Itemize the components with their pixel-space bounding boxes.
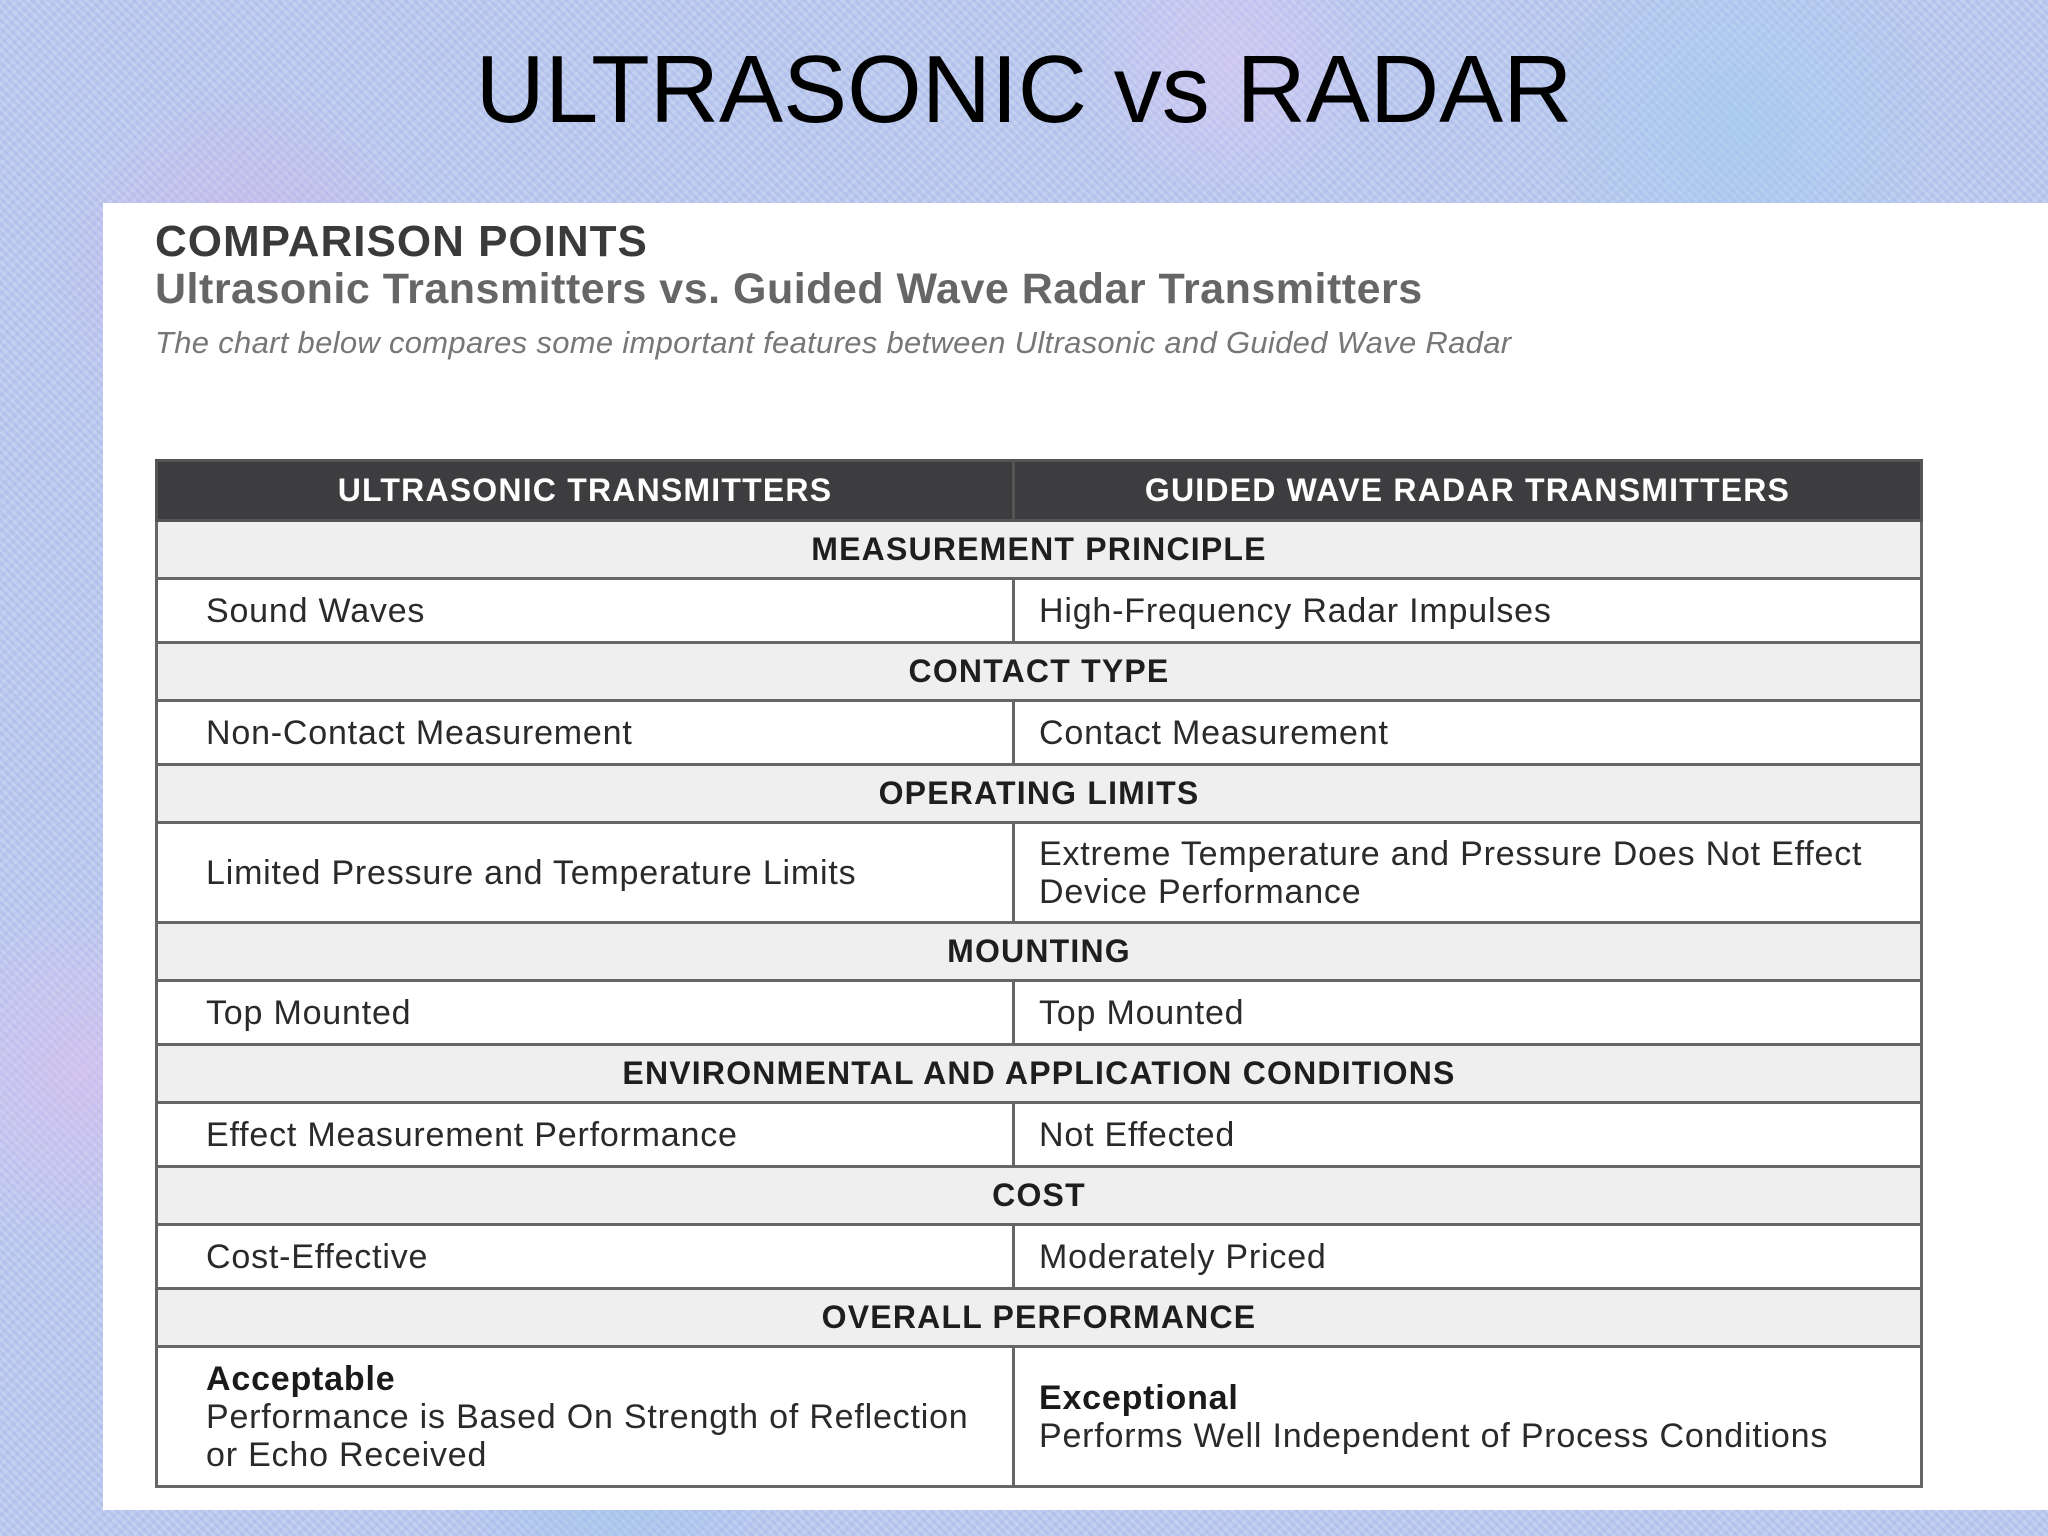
cell-ultrasonic: Effect Measurement Performance — [157, 1103, 1014, 1167]
rating-radar-detail: Performs Well Independent of Process Conditions — [1039, 1416, 1829, 1455]
section-title-measurement-principle: MEASUREMENT PRINCIPLE — [157, 521, 1922, 579]
rating-radar: Exceptional — [1039, 1378, 1239, 1417]
section-title-mounting: MOUNTING — [157, 923, 1922, 981]
section-title-overall-performance: OVERALL PERFORMANCE — [157, 1289, 1922, 1347]
section-row — [157, 643, 1922, 701]
section-row — [157, 521, 1922, 579]
cell-ultrasonic: Non-Contact Measurement — [157, 701, 1014, 765]
table-header-row — [157, 461, 1922, 521]
cell-radar: High-Frequency Radar Impulses — [1014, 579, 1922, 643]
cell-ultrasonic: Top Mounted — [157, 981, 1014, 1045]
cell-radar: Extreme Temperature and Pressure Does Not Effect Device Performance — [1014, 823, 1922, 923]
section-title-operating-limits: OPERATING LIMITS — [157, 765, 1922, 823]
rating-ultrasonic-detail: Performance is Based On Strength of Reflection or Echo Received — [206, 1397, 969, 1474]
cell-ultrasonic: Limited Pressure and Temperature Limits — [157, 823, 1014, 923]
cell-radar: Not Effected — [1014, 1103, 1922, 1167]
cell-ultrasonic — [157, 1347, 1014, 1487]
section-row — [157, 1045, 1922, 1103]
section-title-contact-type: CONTACT TYPE — [157, 643, 1922, 701]
document-heading: COMPARISON POINTS — [155, 217, 648, 266]
section-row — [157, 765, 1922, 823]
document-subheading: Ultrasonic Transmitters vs. Guided Wave Radar Transmitters — [155, 265, 1423, 313]
section-title-environmental-conditions: ENVIRONMENTAL AND APPLICATION CONDITIONS — [157, 1045, 1922, 1103]
table-row — [157, 701, 1922, 765]
section-row — [157, 1167, 1922, 1225]
table-row — [157, 1103, 1922, 1167]
header-ultrasonic: ULTRASONIC TRANSMITTERS — [157, 461, 1014, 521]
cell-radar: Moderately Priced — [1014, 1225, 1922, 1289]
header-radar: GUIDED WAVE RADAR TRANSMITTERS — [1014, 461, 1922, 521]
table-row — [157, 1225, 1922, 1289]
cell-ultrasonic: Sound Waves — [157, 579, 1014, 643]
cell-radar — [1014, 1347, 1922, 1487]
cell-radar: Top Mounted — [1014, 981, 1922, 1045]
cell-radar: Contact Measurement — [1014, 701, 1922, 765]
table-row — [157, 579, 1922, 643]
table-row — [157, 1347, 1922, 1487]
rating-ultrasonic: Acceptable — [206, 1359, 396, 1398]
cell-ultrasonic: Cost-Effective — [157, 1225, 1014, 1289]
table-row — [157, 823, 1922, 923]
comparison-document — [103, 203, 2048, 1510]
slide-title: ULTRASONIC vs RADAR — [475, 36, 1573, 143]
section-title-cost: COST — [157, 1167, 1922, 1225]
comparison-table — [155, 459, 1923, 1488]
section-row — [157, 923, 1922, 981]
document-caption: The chart below compares some important features between Ultrasonic and Guided Wave Radar — [155, 325, 1512, 360]
table-row — [157, 981, 1922, 1045]
section-row — [157, 1289, 1922, 1347]
